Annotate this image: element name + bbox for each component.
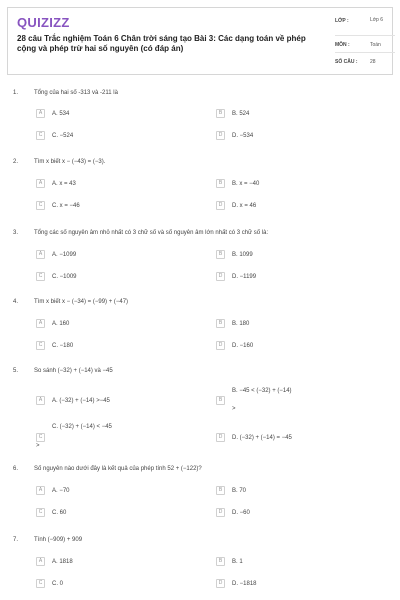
option-letter-badge: B	[216, 486, 225, 495]
option-letter-badge: D	[216, 272, 225, 281]
question-text: Tổng các số nguyên âm nhỏ nhất có 3 chữ số và số nguyên âm lớn nhất có 3 chữ số là:	[34, 230, 269, 236]
quizizz-logo: QUIZIZZ	[17, 15, 70, 30]
option-text: A. 534	[52, 111, 70, 117]
page-title: 28 câu Trắc nghiệm Toán 6 Chân trời sáng tạo Bài 3: Các dạng toán về phép cộng và phép trừ hai số nguyên (có đáp án)	[17, 34, 306, 53]
option-letter-badge: A	[36, 486, 45, 495]
option-text: C. (−32) + (−14) < −45	[52, 424, 112, 430]
option-letter-badge: C	[36, 433, 45, 442]
question-number: 5.	[13, 368, 19, 374]
question-count-value: 28	[370, 59, 376, 65]
option-letter-badge: A	[36, 109, 45, 118]
option-letter-badge: C	[36, 579, 45, 588]
question-text: Tính (−909) + 909	[34, 537, 83, 543]
question-text: Số nguyên nào dưới đây là kết quả của phép tính 52 + (−122)?	[34, 466, 202, 472]
worksheet-header	[7, 7, 393, 75]
question-number: 1.	[13, 90, 19, 96]
option-text: B. −45 < (−32) + (−14)	[232, 388, 292, 394]
option-text: A. (−32) + (−14) >−45	[52, 398, 110, 404]
option-text: D. −1818	[232, 581, 257, 587]
question-number: 3.	[13, 230, 19, 236]
question-number: 2.	[13, 159, 19, 165]
option-text: B. 180	[232, 321, 250, 327]
option-text: A. −70	[52, 488, 70, 494]
option-letter-badge: B	[216, 557, 225, 566]
question-text: Tổng của hai số -313 và -211 là	[34, 90, 118, 96]
option-letter-badge: D	[216, 201, 225, 210]
option-text: D. −534	[232, 133, 254, 139]
option-letter-badge: B	[216, 109, 225, 118]
divider	[335, 52, 395, 53]
option-letter-badge: B	[216, 179, 225, 188]
option-text: B. 524	[232, 111, 250, 117]
option-text: D. (−32) + (−14) = −45	[232, 435, 292, 441]
option-text: A. 1818	[52, 559, 73, 565]
question-number: 7.	[13, 537, 19, 543]
question-text: So sánh (−32) + (−14) và −45	[34, 368, 113, 374]
option-text: A. −1099	[52, 252, 77, 258]
option-letter-badge: C	[36, 131, 45, 140]
option-text: D. x = 46	[232, 203, 257, 209]
option-letter-badge: C	[36, 201, 45, 210]
option-letter-badge: A	[36, 179, 45, 188]
question-number: 6.	[13, 466, 19, 472]
option-text: C. 60	[52, 510, 67, 516]
subject-label: MÔN :	[335, 42, 350, 48]
option-letter-badge: D	[216, 341, 225, 350]
option-text-continuation: >	[36, 443, 40, 449]
option-letter-badge: B	[216, 250, 225, 259]
option-text: B. 70	[232, 488, 247, 494]
option-letter-badge: A	[36, 250, 45, 259]
option-letter-badge: C	[36, 508, 45, 517]
option-letter-badge: D	[216, 131, 225, 140]
question-text: Tìm x biết x − (−34) = (−99) + (−47)	[34, 299, 129, 305]
option-text: D. −60	[232, 510, 250, 516]
subject-value: Toán	[370, 42, 381, 48]
option-text-continuation: >	[232, 406, 236, 412]
option-letter-badge: D	[216, 433, 225, 442]
option-letter-badge: A	[36, 396, 45, 405]
option-text: A. x = 43	[52, 181, 76, 187]
option-text: B. 1099	[232, 252, 253, 258]
question-number: 4.	[13, 299, 19, 305]
option-letter-badge: D	[216, 579, 225, 588]
option-text: D. −1199	[232, 274, 257, 280]
option-letter-badge: B	[216, 396, 225, 405]
class-label: LỚP :	[335, 18, 349, 24]
option-text: C. −524	[52, 133, 74, 139]
option-text: C. −1009	[52, 274, 77, 280]
option-text: C. −180	[52, 343, 74, 349]
divider	[335, 35, 395, 36]
option-text: D. −160	[232, 343, 254, 349]
option-text: C. x = −46	[52, 203, 80, 209]
option-letter-badge: C	[36, 341, 45, 350]
option-text: C. 0	[52, 581, 64, 587]
option-letter-badge: A	[36, 557, 45, 566]
option-text: B. x = −40	[232, 181, 260, 187]
option-letter-badge: C	[36, 272, 45, 281]
option-letter-badge: D	[216, 508, 225, 517]
option-letter-badge: B	[216, 319, 225, 328]
class-value: Lớp 6	[370, 17, 384, 23]
option-text: A. 160	[52, 321, 70, 327]
question-text: Tìm x biết x − (−43) = (−3).	[34, 159, 106, 165]
question-count-label: SỐ CÂU :	[335, 59, 358, 65]
option-text: B. 1	[232, 559, 243, 565]
option-letter-badge: A	[36, 319, 45, 328]
